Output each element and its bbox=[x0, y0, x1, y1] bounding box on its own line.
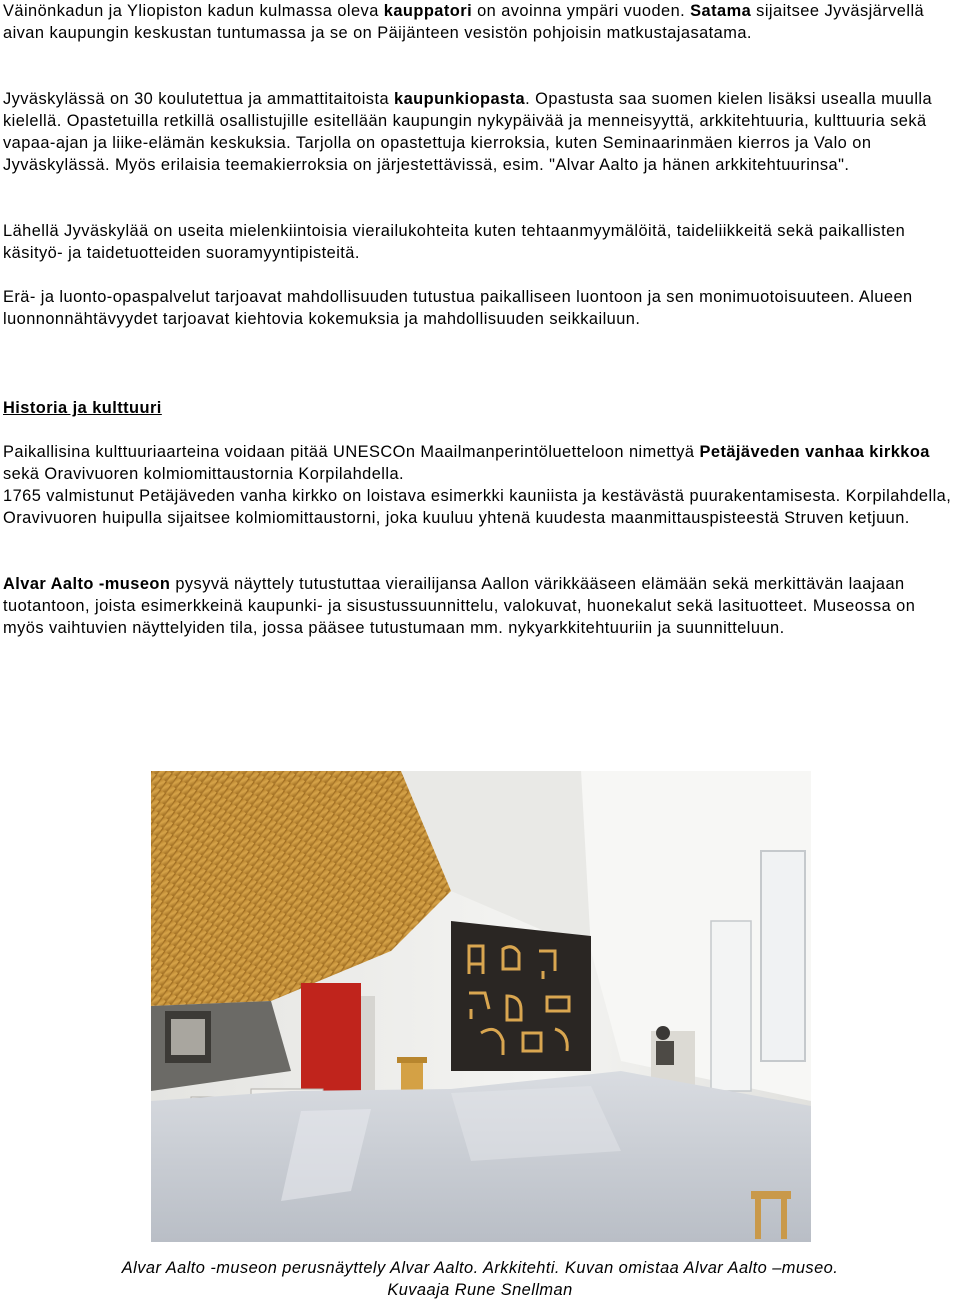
bold-term-harbour: Satama bbox=[690, 2, 752, 20]
bold-term-museum: Alvar Aalto -museon bbox=[3, 575, 171, 593]
text: Jyväskylässä on 30 koulutettua ja ammattitaitoista bbox=[3, 90, 395, 108]
museum-exhibition-photo bbox=[151, 771, 811, 1242]
text: on avoinna ympäri vuoden. bbox=[472, 2, 691, 20]
paragraph-cultural-treasures bbox=[3, 441, 957, 485]
photo-caption bbox=[0, 1257, 960, 1301]
text: sekä Oravivuoren kolmiomittaustornia Korpilahdella. bbox=[3, 465, 405, 483]
text: Paikallisina kulttuuriaarteina voidaan pitää UNESCOn Maailmanperintöluetteloon nimettyä bbox=[3, 443, 700, 461]
bold-term-church: Petäjäveden vanhaa kirkkoa bbox=[699, 443, 930, 461]
paragraph-nearby-sights: Lähellä Jyväskylää on useita mielenkiintoisia vierailukohteita kuten tehtaanmyymälöitä, taideliikkeitä sekä paikallisten käsityö- ja taidetuotteiden suoramyyntipisteitä. bbox=[3, 222, 906, 262]
museum-interior-illustration bbox=[151, 771, 811, 1242]
text: sijaitsee Jyväsjärvellä aivan kaupungin keskustan tuntumassa ja se on Päijänteen vesistön pohjoisin matkustajasatama. bbox=[3, 2, 925, 42]
text: pysyvä näyttely tutustuttaa vierailijansa Aallon värikkääseen elämään sekä merkittävän laajaan tuotantoon, joista esimerkkeinä kaupunki- ja sisustussuunnittelu, valokuvat, huonekalut sekä lasituotteet. Museossa on myös vaihtuvien näyttelyiden tila, jossa pääsee tutustumaan mm. nykyarkkitehtuuriin ja suunnitteluun. bbox=[3, 575, 916, 637]
text: Väinönkadun ja Yliopiston kadun kulmassa oleva bbox=[3, 2, 384, 20]
paragraph-city-guides bbox=[3, 88, 957, 176]
bold-term-city-guide: kaupunkiopasta bbox=[394, 90, 526, 108]
paragraph-nature-services: Erä- ja luonto-opaspalvelut tarjoavat mahdollisuuden tutustua paikalliseen luontoon ja sen monimuotoisuuteen. Alueen luonnonnähtävyydet tarjoavat kiehtovia kokemuksia ja mahdollisuuden seikkailuun. bbox=[3, 288, 913, 328]
bold-term-market: kauppatori bbox=[383, 2, 473, 20]
caption-line-2: Kuvaaja Rune Snellman bbox=[387, 1281, 573, 1299]
text: . Opastusta saa suomen kielen lisäksi usealla muulla kielellä. Opastetuilla retkillä osallistujille esitellään kaupungin nykypäivää ja menneisyyttä, arkkitehtuuria, kulttuuria sekä vapaa-ajan ja liike-elämän keskuksia. Tarjolla on opastettuja kierroksia, kuten Seminaarinmäen kierros ja Valo on Jyväskylässä. Myös erilaisia teemakierroksia on järjestettävissä, esim. "Alvar Aalto ja hänen arkkitehtuurinsa". bbox=[3, 90, 933, 174]
paragraph-church-tower: 1765 valmistunut Petäjäveden vanha kirkko on loistava esimerkki kauniista ja kestävästä puurakentamisesta. Korpilahdella, Oravivuoren huipulla sijaitsee kolmiomittaustorni, joka kuuluu yhtenä kuudesta maanmittauspisteestä Struven ketjuun. bbox=[3, 487, 952, 527]
paragraph-market-harbour bbox=[3, 0, 957, 44]
caption-line-1: Alvar Aalto -museon perusnäyttely Alvar Aalto. Arkkitehti. Kuvan omistaa Alvar Aalto –museo. bbox=[121, 1259, 839, 1277]
section-heading-history: Historia ja kulttuuri bbox=[3, 399, 162, 417]
paragraph-aalto-museum bbox=[3, 573, 957, 639]
